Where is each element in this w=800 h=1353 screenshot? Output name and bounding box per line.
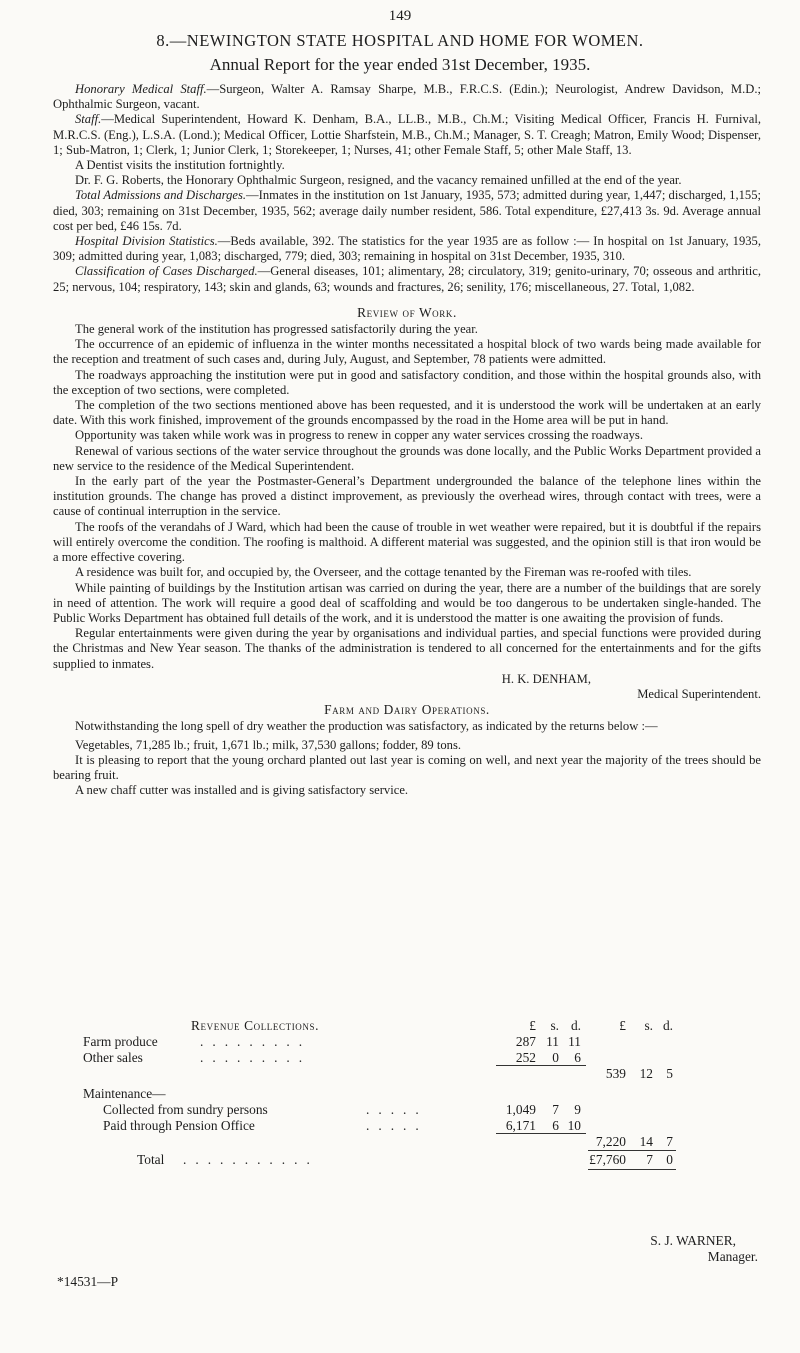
cell-pence: 9 [574, 1102, 581, 1117]
review-heading: Review of Work. [357, 304, 457, 320]
review-paragraph: The occurrence of an epidemic of influenza in the winter months necessitated a hospital block of two wards being made available for the reception and treatment of such cases and, during July, August, and September, 78 patients were admitted. [53, 337, 761, 367]
leader-dots: ..... [366, 1118, 428, 1133]
leader-dots: ........... [183, 1152, 319, 1167]
staff-text: —Medical Superintendent, Howard K. Denham, B.A., LL.B., M.B., Ch.M.; Visiting Medical Officer, Francis H. Furnival, M.R.C.S. (Eng.), L.S.A. (Lond.); Medical Officer, Lottie Sharfstein, M.B., Ch.M.; Manager, S. T. Creagh; Matron, Emily Wood; Dispenser, 1; Sub-Matron, 1; Clerk, 1; Junior Clerk, 1; Storekeeper, 1; Nurses, 41; other Female Staff, 5; other Male Staff, 13. [53, 112, 761, 157]
cell-shillings: 11 [546, 1034, 559, 1049]
cell-pence: 10 [567, 1118, 581, 1133]
report-body [53, 82, 761, 798]
review-paragraph: In the early part of the year the Postmaster-General’s Department undergrounded the balance of the telephone lines within the institution grounds. The change has proved a distinct improvement, as previously the overhead wires, through contact with trees, were a cause of continual interruption in the service. [53, 474, 761, 519]
print-code: *14531—P [57, 1274, 119, 1289]
leader-dots: ......... [200, 1034, 312, 1049]
classification-text: —General diseases, 101; alimentary, 28; circulatory, 319; genito-urinary, 70; osseous and arthritic, 25; nervous, 104; respiratory, 143; skin and glands, 63; wounds and fractures, 26; senility, 176; miscellaneous, 27. Total, 1,082. [53, 264, 761, 294]
farm-produce-row [83, 1034, 683, 1050]
col-header-shillings: s. [550, 1018, 559, 1033]
maintenance-label: Maintenance— [83, 1086, 166, 1101]
review-paragraph: Renewal of various sections of the water service throughout the grounds was done locally, and the Public Works Department provided a new service to the residence of the Medical Superintendent. [53, 443, 761, 473]
col-header-pounds: £ [529, 1018, 536, 1033]
hospital-text: —Beds available, 392. The statistics for the year 1935 are as follow :— In hospital on 1st January, 1935, 309; admitted during year, 1,083; discharged, 779; died, 303; remaining in hospital on 31st December, 1935, 310. [53, 234, 761, 264]
staff-paragraph [53, 112, 761, 158]
row-label: Collected from sundry persons [103, 1102, 268, 1117]
revenue-header-row [83, 1018, 683, 1034]
total-pence: 0 [666, 1152, 673, 1167]
superintendent-name: H. K. DENHAM, [501, 671, 591, 686]
dentist-paragraph: A Dentist visits the institution fortnightly. [75, 158, 285, 173]
col-header-pence-total: d. [662, 1018, 673, 1033]
cell-pence-total: 7 [666, 1134, 673, 1149]
col-header-pounds-total: £ [619, 1018, 626, 1033]
cell-pence: 6 [574, 1050, 581, 1065]
review-paragraph: Opportunity was taken while work was in progress to renew in copper any water services crossing the roadways. [75, 428, 643, 443]
cell-pence-total: 5 [666, 1066, 673, 1081]
pension-row [83, 1118, 683, 1134]
superintendent-title: Medical Superintendent. [637, 686, 761, 701]
cell-shillings: 0 [552, 1050, 559, 1065]
orchard-paragraph: It is pleasing to report that the young orchard planted out last year is coming on well, and next year the majority of the trees should be bearing fruit. [53, 752, 761, 782]
other-sales-row [83, 1050, 683, 1066]
honorary-staff-text: —Surgeon, Walter A. Ramsay Sharpe, M.B., F.R.C.S. (Edin.); Neurologist, Andrew Davidson, M.D.; Ophthalmic Surgeon, vacant. [53, 82, 761, 112]
farm-produce-figures: Vegetables, 71,285 lb.; fruit, 1,671 lb.; milk, 37,530 gallons; fodder, 89 tons. [75, 737, 462, 752]
revenue-table [83, 1018, 683, 1168]
subtotal-row [83, 1134, 683, 1150]
admissions-paragraph [53, 188, 761, 234]
cell-shillings-total: 14 [639, 1134, 653, 1149]
chaff-paragraph: A new chaff cutter was installed and is giving satisfactory service. [75, 783, 409, 798]
review-paragraph: Regular entertainments were given during the year by organisations and individual parties, and special functions were provided during the Christmas and New Year season. The thanks of the administration is tendered to all concerned for the entertainments and for the gifts supplied to inmates. [53, 626, 761, 671]
hospital-label: Hospital Division Statistics. [75, 234, 218, 249]
leader-dots: ......... [200, 1050, 312, 1065]
cell-pounds: 6,171 [505, 1118, 536, 1133]
total-label: Total [137, 1152, 165, 1167]
page-number: 149 [388, 8, 412, 24]
staff-label: Staff. [75, 112, 102, 127]
cell-shillings-total: 12 [639, 1066, 653, 1081]
cell-pounds-total: 539 [605, 1066, 626, 1081]
review-paragraph: The general work of the institution has progressed satisfactorily during the year. [75, 322, 478, 337]
review-paragraph: The roofs of the verandahs of J Ward, which had been the cause of trouble in wet weather were repaired, but it is doubtful if the repairs will entirely overcome the condition. The roofing is malthoid. A different material was suggested, and the opinion still is that iron would be a more effective covering. [53, 519, 761, 565]
col-header-pence: d. [570, 1018, 581, 1033]
superintendent-signature [53, 672, 761, 702]
admissions-label: Total Admissions and Discharges. [75, 188, 247, 203]
maintenance-heading-row [83, 1086, 683, 1102]
subtotal-row [83, 1066, 683, 1082]
total-row [83, 1152, 683, 1168]
review-paragraph: A residence was built for, and occupied by, the Overseer, and the cottage tenanted by the Fireman was re-roofed with tiles. [75, 565, 692, 580]
review-paragraph: The roadways approaching the institution were put in good and satisfactory condition, and those within the hospital grounds also, with the exception of two sections, were completed. [53, 367, 761, 397]
row-label: Other sales [83, 1050, 143, 1065]
cell-shillings: 6 [552, 1118, 559, 1133]
hospital-paragraph [53, 234, 761, 264]
report-subtitle: Annual Report for the year ended 31st December, 1935. [209, 55, 591, 74]
classification-label: Classification of Cases Discharged. [75, 264, 258, 279]
row-label: Farm produce [83, 1034, 158, 1049]
review-paragraph: The completion of the two sections mentioned above has been requested, and it is understood the work will be undertaken at an early date. With this work finished, improvement of the grounds encompassed by the road in the Home area will be put in hand. [53, 398, 761, 428]
honorary-staff-label: Honorary Medical Staff. [75, 82, 207, 96]
cell-pounds: 252 [515, 1050, 536, 1065]
manager-signature [650, 1233, 758, 1265]
farm-heading: Farm and Dairy Operations. [324, 702, 490, 718]
col-header-shillings-total: s. [644, 1018, 653, 1033]
revenue-heading: Revenue Collections. [191, 1018, 320, 1033]
cell-pounds: 287 [515, 1034, 536, 1049]
report-title: 8.—NEWINGTON STATE HOSPITAL AND HOME FOR WOMEN. [156, 31, 644, 50]
cell-pence: 11 [568, 1034, 581, 1049]
total-shillings: 7 [646, 1152, 653, 1167]
cell-pounds-total: 7,220 [595, 1134, 626, 1149]
collected-row [83, 1102, 683, 1118]
manager-name: S. J. WARNER, [650, 1233, 736, 1248]
total-pounds: £7,760 [589, 1152, 626, 1167]
leader-dots: ..... [366, 1102, 428, 1117]
classification-paragraph [53, 264, 761, 294]
total-double-rule [588, 1169, 676, 1170]
manager-title: Manager. [707, 1249, 758, 1264]
total-rule [588, 1150, 676, 1151]
farm-intro: Notwithstanding the long spell of dry weather the production was satisfactory, as indicated by the returns below :— [75, 719, 658, 734]
review-paragraph: While painting of buildings by the Institution artisan was carried on during the year, there are a number of the buildings that are sorely in need of attention. The work will require a good deal of scaffolding and would be too dangerous to be undertaken single-handed. The Public Works Department has obtained full details of the work, and it is understood the matter is one awaiting the provision of funds. [53, 580, 761, 625]
row-label: Paid through Pension Office [103, 1118, 255, 1133]
admissions-text: —Inmates in the institution on 1st January, 1935, 573; admitted during year, 1,447; discharged, 1,155; died, 303; remaining on 31st December, 1935, 562; average daily number resident, 586. Total expenditure, £27,413 3s. 9d. Average annual cost per bed, £46 15s. 7d. [53, 188, 761, 233]
honorary-staff-paragraph [53, 82, 761, 112]
cell-shillings: 7 [552, 1102, 559, 1117]
roberts-paragraph: Dr. F. G. Roberts, the Honorary Ophthalmic Surgeon, resigned, and the vacancy remained unfilled at the end of the year. [75, 173, 682, 188]
cell-pounds: 1,049 [505, 1102, 536, 1117]
